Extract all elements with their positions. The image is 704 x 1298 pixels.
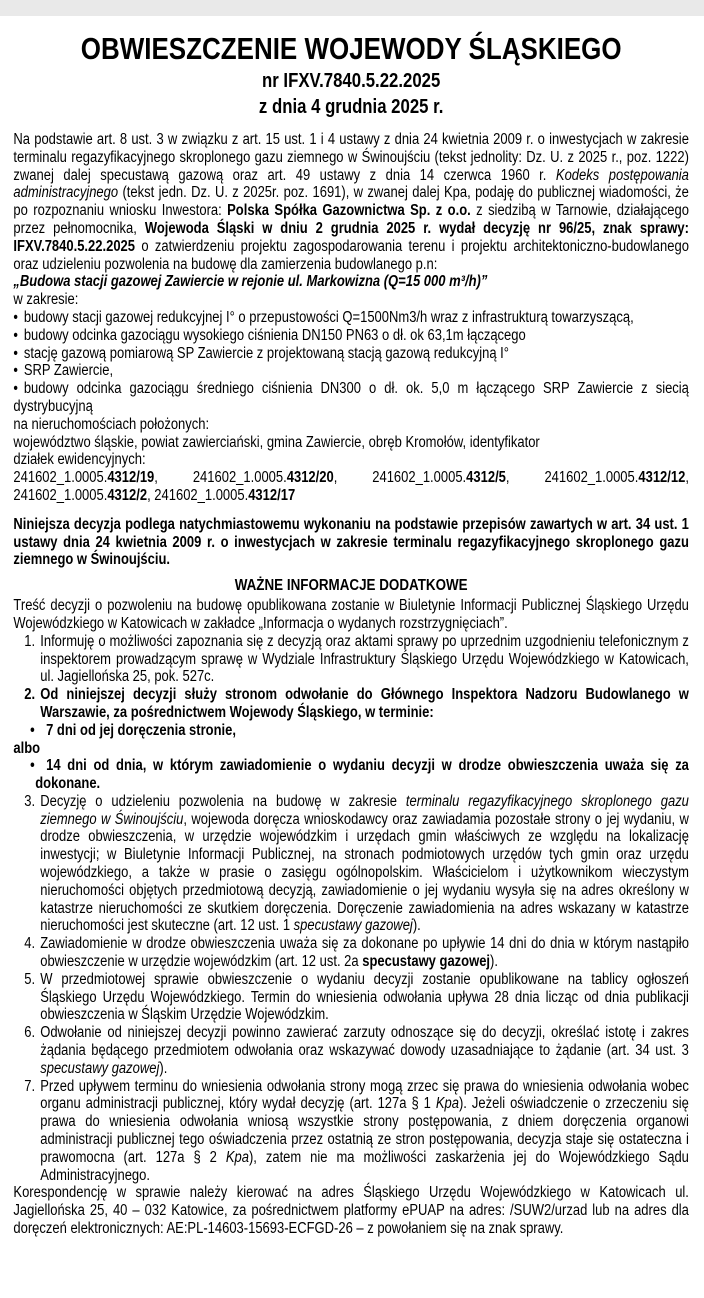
project-name: „Budowa stacji gazowej Zawiercie w rejonie ul. Markowizna (Q=15 000 m³/h)” [13,273,488,291]
item-text [40,1078,689,1185]
bullet-icon: • [13,380,18,398]
bold-run: Polska Spółka Gazownictwa Sp. z o.o. [227,202,471,220]
text-run: 241602_1.0005. [13,469,108,487]
scope-label: w zakresie: [13,291,79,309]
bold-run: 7 dni od jej doręczenia stronie, [46,721,236,739]
numbered-item-2 [13,686,689,722]
text-run: ). [412,917,421,935]
immediate-execution-notice: Niniejsza decyzja podlega natychmiastowemu wykonaniu na podstawie przepisów zawartych w art. 34 ust. 1 ustawy dnia 24 kwietnia 2009 r. o inwestycjach w zakresie terminalu regazyfikacyjnego skroplonego gazu ziemnego w Świnoujściu. [13,515,689,569]
text-run: , 241602_1.0005. [154,469,287,487]
italic-run: Kodeks postępowania administracyjnego [13,166,689,202]
text-run: ). Jeżeli oświadczenie o zrzeczeniu się prawa do wniesienia odwołania wniosą wszystkie strony postępowania, z dniem doręczenia organowi administracji publicznej tego oświadczenia przez ostatnią ze stron postępowania, decyzja staje się ostateczna i prawomocna (art. 127a § 2 [40,1095,689,1166]
additional-info-intro: Treść decyzji o pozwoleniu na budowę opublikowana zostanie w Biuletynie Informacji Publicznej Śląskiego Urzędu Wojewódzkiego w Katowicach w zakładce „Informacja o wydanych rozstrzygnięciach”. [13,597,689,632]
text-run: ), zatem nie ma możliwości zaskarżenia jej do Wojewódzkiego Sądu Administracyjnego. [40,1148,689,1184]
numbered-item-6 [13,1024,689,1077]
bullet-icon: • [30,757,35,775]
case-number: nr IFXV.7840.5.22.2025 [261,70,441,92]
italic-run: specustawy gazowej [40,1059,160,1077]
bold-run: 4312/12 [638,469,686,487]
text-run: , 241602_1.0005. [333,469,467,487]
numbered-item-7 [13,1078,689,1185]
text-run: Informuję o możliwości zapoznania się z decyzją oraz aktami sprawy po uprzednim uzgodnieniu telefonicznym z inspektorem prowadzącym sprawę w Wydziale Infrastruktury Śląskiego Urzędu Wojewódzkiego w Katowicach, ul. Jagiellońska 25, pok. 527c. [40,632,689,686]
closing-paragraph: Korespondencję w sprawie należy kierować na adres Śląskiego Urzędu Wojewódzkiego w Katowicach ul. Jagiellońska 25, 40 – 032 Katowice, za pośrednictwem platformy ePUAP na adres: /SUW2/urzad lub na adres dla doręczeń elektronicznych: AE:PL-14603-15693-ECFGD-26 – z powołaniem się na znak sprawy. [13,1184,689,1238]
scope-bullet-text: SRP Zawiercie, [23,362,114,380]
bold-run: 4312/19 [107,469,155,487]
bold-run: 14 dni od dnia, w którym zawiadomienie o wydaniu decyzji w drodze obwieszczenia uważa się za dokonane. [35,757,689,793]
bullet-icon: • [13,362,18,380]
item-text [40,1024,689,1077]
properties-intro: na nieruchomościach położonych: [13,415,210,433]
scope-bullet [13,345,689,363]
text-run: Decyzję o udzieleniu pozwolenia na budowę w zakresie [40,792,406,810]
item-text [40,633,689,686]
italic-run: Kpa [225,1148,249,1166]
numbered-item-4 [13,935,689,971]
text-run: Na podstawie art. 8 ust. 3 w związku z art. 15 ust. 1 i 4 ustawy z dnia 24 kwietnia 2009 r. o inwestycjach w zakresie terminalu regazyfikacyjnego skroplonego gazu ziemnego w Świnoujściu (tekst jednolity: Dz. U. z 2025 r., poz. 1222) zwanej dalej specustawą gazową oraz art. 49 ustawy z dnia 14 czerwca 1960 r. [13,131,689,184]
sub-bullet-text [35,757,689,793]
document-title: OBWIESZCZENIE WOJEWODY ŚLĄSKIEGO [80,31,622,66]
item-number: 3. [24,792,36,810]
item-text [40,686,689,722]
additional-info-heading: WAŻNE INFORMACJE DODATKOWE [234,577,468,595]
scope-bullet [13,362,689,380]
scope-bullet-text: budowy stacji gazowej redukcyjnej I° o przepustowości Q=1500Nm3/h wraz z infrastrukturą towarzyszącą, [23,308,634,326]
item-number: 4. [24,935,36,953]
text-run: Odwołanie od niniejszej decyzji powinno zawierać zarzuty odnoszące się do decyzji, określać istotę i zakres żądania będącego przedmiotem odwołania oraz wskazywać dowody uzasadniające to żądanie (art. 34 ust. 3 [40,1024,689,1060]
item-number: 1. [24,632,36,650]
properties-location-line: województwo śląskie, powiat zawierciański, gmina Zawiercie, obręb Kromołów, identyfikator [13,433,540,451]
bold-run: specustawy gazowej [362,953,491,971]
albo-connector: albo [13,739,41,757]
appeal-term-bullet [13,722,689,740]
bullet-icon: • [13,344,18,362]
text-run: ). [490,953,498,971]
scope-bullet [13,327,689,345]
bold-run: Wojewoda Śląski w dniu 2 grudnia 2025 r. wydał decyzję nr 96/25, znak sprawy: IFXV.7840.5.22.2025 [13,219,689,255]
text-run: z siedzibą w Tarnowie, działającego przez pełnomocnika, [13,202,689,237]
numbered-item-1 [13,633,689,686]
text-run: Zawiadomienie w drodze obwieszczenia uważa się za dokonane po upływie 14 dni do dnia w którym nastąpiło obwieszczenie w urzędzie wojewódzkim (art. 12 ust. 2a [40,935,689,971]
scope-bullet [13,309,689,327]
item-text [40,971,689,1024]
bullet-icon: • [13,308,18,326]
sub-bullet-text [35,722,689,740]
text-run: , 241602_1.0005. [505,469,639,487]
date-line: z dnia 4 grudnia 2025 r. [258,96,444,118]
item-text [40,793,689,935]
scope-bullet [13,380,689,416]
item-number: 6. [24,1024,36,1042]
plot-numbers [13,469,689,505]
item-number: 7. [24,1077,36,1095]
item-number: 5. [24,970,36,988]
bullet-icon: • [30,721,35,739]
numbered-item-5 [13,971,689,1024]
italic-run: Kpa [435,1095,459,1113]
item-text [40,935,689,971]
properties-location-line: działek ewidencyjnych: [13,451,146,469]
text-run: o zatwierdzeniu projektu zagospodarowania terenu i projektu architektoniczno-budowlanego oraz udzieleniu pozwolenia na budowę dla zamierzenia budowlanego p.n: [13,237,689,273]
appeal-term-bullet [13,757,689,793]
text-run: , wojewoda doręcza wnioskodawcy oraz zawiadamia pozostałe strony o jej wydaniu, w drodze obwieszczenia, w urzędzie wojewódzkim i urzędach gmin właściwych ze względu na lokalizację inwestycji; w Biuletynie Informacji Publicznej, na stronach podmiotowych urzędów tych gmin oraz urzędu wojewódzkiego, a także w prasie o zasięgu ogólnopolskim. Właścicielom i użytkownikom wieczystym nieruchomości objętych przedmiotową decyzją, zawiadomienie o jej wydaniu wysyła się na adres określony w katastrze nieruchomości ze skutkiem doręczenia. Doręczenie zawiadomienia na adres wskazany w katastrze nieruchomości jest skuteczne (art. 12 ust. 1 [40,810,689,935]
text-run: , 241602_1.0005. [147,486,249,504]
text-run: Przed upływem terminu do wniesienia odwołania strony mogą zrzec się prawa do wniesienia odwołania wobec organu administracji publicznej, który wydał decyzję (art. 127a § 1 [40,1077,689,1113]
italic-run: specustawy gazowej [293,917,413,935]
scope-bullet-text: stację gazową pomiarową SP Zawiercie z projektowaną stacją gazową redukcyjną I° [23,344,509,362]
bold-run: 4312/5 [466,469,506,487]
text-run: ). [159,1059,168,1077]
bold-run: 4312/20 [286,469,334,487]
document-body [0,16,704,1238]
paragraph-legal-basis [13,131,689,273]
scope-bullet-text: budowy odcinka gazociągu średniego ciśnienia DN300 o dł. ok. 5,0 m łączącego SRP Zawiercie z siecią dystrybucyjną [13,380,689,415]
bold-run: 4312/17 [248,486,296,504]
bullet-icon: • [13,326,18,344]
bold-run: 4312/2 [107,486,148,504]
text-run: (tekst jedn. Dz. U. z 2025r. poz. 1691), w zwanej dalej Kpa, podaję do publicznej wiadomości, że po rozpoznaniu wniosku Inwestora: [13,184,689,220]
bold-run: Od niniejszej decyzji służy stronom odwołanie do Głównego Inspektora Nadzoru Budowlanego w Warszawie, za pośrednictwem Wojewody Śląskiego, w terminie: [40,686,689,721]
text-run: W przedmiotowej sprawie obwieszczenie o wydaniu decyzji zostanie opublikowane na tablicy ogłoszeń Śląskiego Urzędu Wojewódzkiego. Termin do wniesienia odwołania upływa 28 dnia licząc od dnia publikacji obwieszczenia w Śląskim Urzędzie Wojewódzkim. [40,970,689,1024]
scope-bullet-text: budowy odcinka gazociągu wysokiego ciśnienia DN150 PN63 o dł. ok 63,1m łączącego [23,326,526,344]
numbered-item-3 [13,793,689,935]
top-gray-bar [0,0,704,16]
italic-run: terminalu regazyfikacyjnego skroplonego gazu ziemnego w Świnoujściu [40,792,689,828]
text-run: , 241602_1.0005. [13,469,689,504]
item-number: 2. [24,686,36,704]
